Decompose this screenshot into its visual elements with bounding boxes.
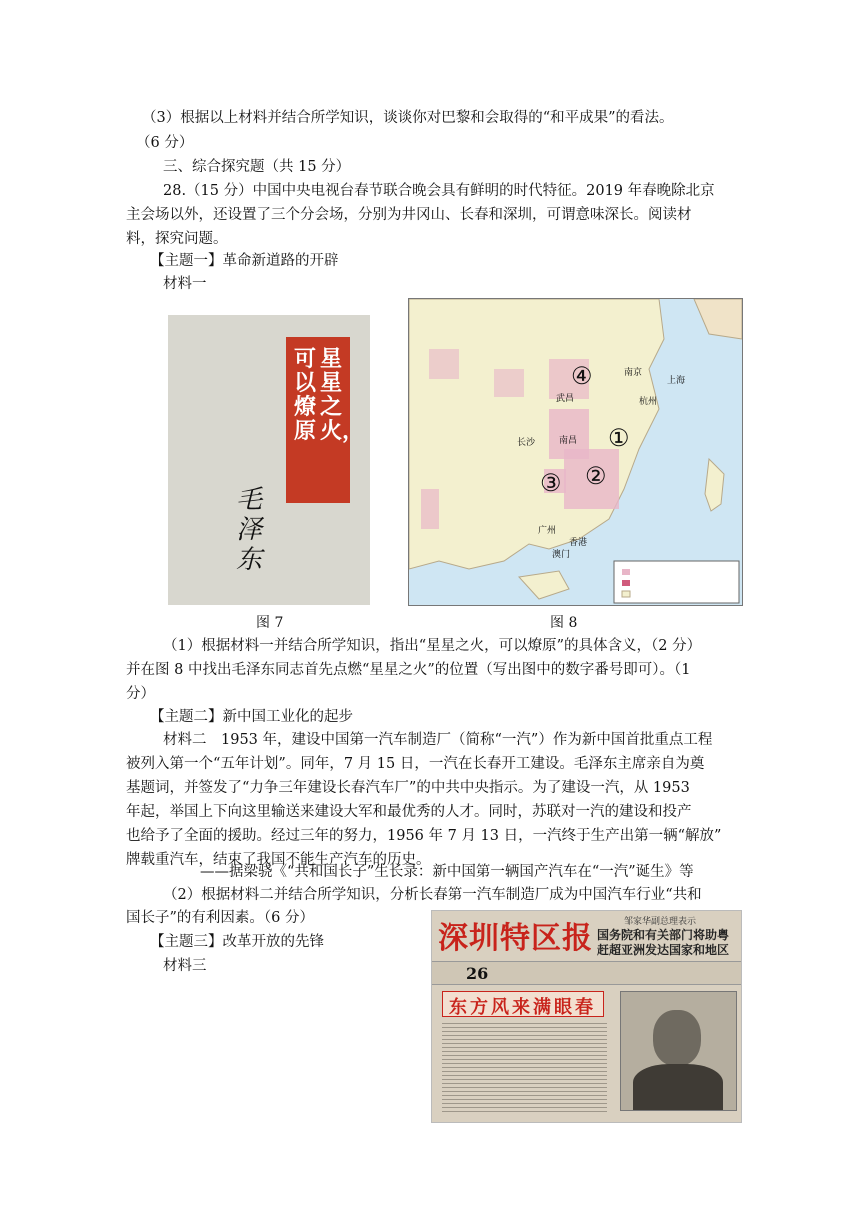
newspaper-masthead: 深圳特区报: [438, 921, 593, 956]
city-shanghai: 上海: [667, 376, 686, 386]
section-3-heading: 三、综合探究题（共 15 分）: [163, 159, 351, 175]
q28-line2: 主会场以外，还设置了三个分会场，分别为井冈山、长春和深圳，可谓意味深长。阅读材: [126, 207, 692, 223]
q2-line2: 国长子”的有利因素。（6 分）: [126, 910, 314, 926]
city-hangzhou: 杭州: [639, 397, 658, 407]
newspaper-main-headline: 东方风来满眼春: [449, 997, 596, 1018]
q1-line3: 分）: [126, 686, 155, 702]
newspaper-image: [431, 910, 742, 1123]
material2-source: ——据梁骁《“共和国长子”生长录：新中国第一辆国产汽车在“一汽”诞生》等: [200, 864, 694, 880]
newspaper-article-text: [442, 1023, 607, 1115]
q3-line1: （3）根据以上材料并结合所学知识，谈谈你对巴黎和会取得的“和平成果”的看法。: [142, 110, 674, 126]
figure8-caption: 图 8: [550, 615, 578, 631]
photo-body: [633, 1064, 723, 1110]
city-guangzhou: 广州: [538, 526, 557, 536]
q1-line1: （1）根据材料一并结合所学知识，指出“星星之火，可以燎原”的具体含义，（2 分）: [163, 638, 702, 654]
figure7-book-cover: [168, 315, 370, 605]
q1-line2: 并在图 8 中找出毛泽东同志首先点燃“星星之火”的位置（写出图中的数字番号即可）。（1: [126, 662, 691, 678]
material2-line2: 被列入第一个“五年计划”。同年，7 月 15 日，一汽在长春开工建设。毛泽东主席亲自为奠: [126, 756, 705, 772]
city-wuchang: 武昌: [556, 394, 575, 404]
newspaper-headline2: 赶超亚洲发达国家和地区: [597, 943, 730, 957]
material2-line6: 牌载重汽车，结束了我国不能生产汽车的历史。: [126, 852, 431, 868]
map-marker-2: ②: [585, 462, 607, 490]
newspaper-top-small: 邹家华副总理表示: [624, 917, 697, 927]
q3-line2: （6 分）: [136, 135, 194, 151]
theme1-title: 【主题一】革命新道路的开辟: [150, 253, 339, 269]
newspaper-dateline: [432, 961, 741, 985]
newspaper-headline1: 国务院和有关部门将助粤: [597, 928, 730, 942]
book-title-col1: 星星之火，: [320, 346, 365, 444]
material3-label: 材料三: [163, 958, 207, 974]
photo-head: [653, 1010, 701, 1066]
material2-line3: 基题词，并签发了“力争三年建设长春汽车厂”的中共中央指示。为了建设一汽，从 1953: [126, 780, 690, 796]
figure7-caption: 图 7: [256, 615, 284, 631]
map-marker-1: ①: [608, 424, 630, 452]
map-marker-3: ③: [540, 469, 562, 497]
figure8-map: [408, 298, 743, 606]
city-nanjing: 南京: [624, 368, 643, 378]
material1-label: 材料一: [163, 276, 207, 292]
q28-line1: 28.（15 分）中国中央电视台春节联合晚会具有鲜明的时代特征。2019 年春晚除北京: [163, 183, 715, 199]
material2-line1: 材料二 1953 年，建设中国第一汽车制造厂（简称“一汽”）作为新中国首批重点工程: [163, 732, 713, 748]
city-changsha: 长沙: [517, 438, 536, 448]
newspaper-photo: [620, 991, 737, 1111]
book-title-block: [286, 337, 365, 503]
q2-line1: （2）根据材料二并结合所学知识，分析长春第一汽车制造厂成为中国汽车行业“共和: [163, 887, 702, 903]
city-macau: 澳门: [552, 550, 571, 560]
map-marker-4: ④: [571, 362, 593, 390]
city-nanchang: 南昌: [559, 436, 578, 446]
q28-line3: 料，探究问题。: [126, 231, 228, 247]
theme3-title: 【主题三】改革开放的先锋: [150, 934, 324, 950]
material2-line4: 年起，举国上下向这里输送来建设大军和最优秀的人才。同时，苏联对一汽的建设和投产: [126, 804, 692, 820]
city-hongkong: 香港: [569, 538, 588, 548]
newspaper-date-day: 26: [466, 964, 489, 983]
theme2-title: 【主题二】新中国工业化的起步: [150, 709, 353, 725]
book-signature: 毛泽东: [236, 485, 263, 575]
map-graphic: [409, 299, 742, 605]
material2-line5: 也给予了全面的援助。经过三年的努力，1956 年 7 月 13 日，一汽终于生产出第一辆“解放”: [126, 828, 722, 844]
book-title-col2: 可以燎原: [294, 346, 317, 444]
newspaper-main-headline-box: [442, 991, 604, 1017]
